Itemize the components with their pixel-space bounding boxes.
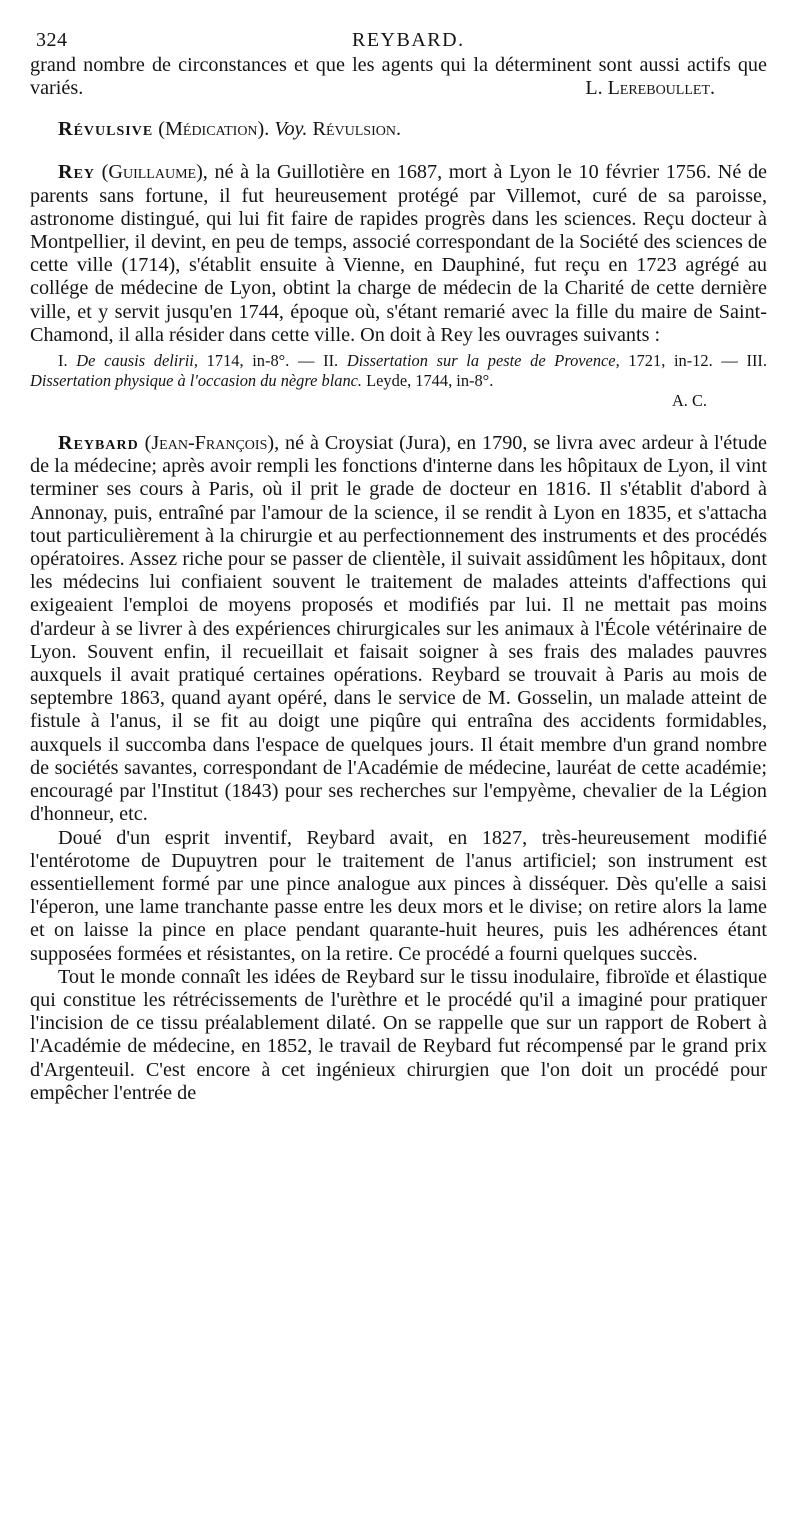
continuation-text: grand nombre de circonstances et que les agents qui la déterminent sont aussi actifs que variés. — [30, 54, 767, 100]
entry-reybard-paragraph-1 — [30, 432, 767, 826]
entry-firstname: (Jean-François) — [144, 432, 275, 455]
entry-headword: Reybard — [58, 432, 139, 455]
entry-reybard-paragraph-3: Tout le monde connaît les idées de Reybard sur le tissu inodulaire, fibroïde et élastique qui constitue les rétrécissements de l'urèthre et le procédé qu'il a imaginé pour pratiquer l'incision de ce tissu préalablement dilaté. On se rappelle que sur un rapport de Robert à l'Académie de médecine, en 1852, le travail de Reybard fut récompensé par le grand prix d'Argenteuil. C'est encore à cet ingénieux chirurgien que l'on doit un procédé pour empêcher l'entrée de — [30, 965, 767, 1104]
continuation-signature: L. Lereboullet. — [585, 77, 715, 100]
page-number: 324 — [36, 29, 68, 51]
entry-reybard-paragraph-2: Doué d'un esprit inventif, Reybard avait, en 1827, très-heureusement modifié l'entérotome de Dupuytren pour le traitement de l'anus artificiel; son instrument est essentiellement formé par une pince analogue aux pinces à disséquer. Dès qu'elle a saisi l'éperon, une lame tranchante passe entre les deux mors et le divise; on retire alors la lame et on laisse la pince en place pendant quarante-huit heures, puis les adhérences étant supposées formées et résistantes, on la retire. Ce procédé a fourni quelques succès. — [30, 826, 767, 965]
entry-body: , né à Croysiat (Jura), en 1790, se livra avec ardeur à l'étude de la médecine; après avoir rempli les fonctions d'interne dans les hôpitaux de Lyon, il vint terminer ses cours à Paris, où il prit le grade de docteur en 1816. Il s'établit d'abord à Annonay, puis, entraîné par l'amour de la science, il se rendit à Lyon en 1835, et s'attacha tout particulièrement à la chirurgie et au perfectionnement des instruments et des procédés opératoires. Assez riche pour se passer de clientèle, il suivait assidûment les hôpitaux, dont les médecins lui confiaient souvent le traitement de malades atteints d'affections qui exigeaient l'emploi de moyens proposés et modifiés par lui. Il ne mettait pas moins d'ardeur à se livrer à des expériences chirurgicales sur les animaux à l'École vétérinaire de Lyon. Souvent enfin, il recueillait et faisait soigner à ses frais des malades pauvres auxquels il avait pratiqué certaines opérations. Reybard se trouvait à Paris au mois de septembre 1863, quand ayant opéré, dans le service de M. Gosselin, un malade atteint de fistule à l'anus, il se fit au doigt une piqûre qui entraîna des accidents formidables, auxquels il succomba dans l'espace de quelques jours. Il était membre d'un grand nombre de sociétés savantes, correspondant de l'Académie de médecine, lauréat de cette académie; encouragé par l'Institut (1843) pour ses recherches sur l'empyème, chevalier de la Légion d'honneur, etc. — [30, 432, 767, 826]
entry-subject: (Médication). — [158, 118, 270, 141]
running-title: REYBARD. — [352, 29, 465, 51]
entry-reybard — [30, 432, 767, 1105]
entry-headword: Rey — [58, 161, 96, 184]
entry-headword: Révulsive — [58, 118, 154, 141]
entry-body: , né à la Guillotière en 1687, mort à Lyon le 10 février 1756. Né de parents sans fortune, il fut heureusement protégé par Villemot, curé de sa paroisse, astronome distingué, qui lui fit faire de rapides progrès dans les sciences. Reçu docteur à Montpellier, il devint, en peu de temps, associé correspondant de la Société des sciences de cette ville (1714), s'établit ensuite à Vienne, en Dauphiné, fut reçu en 1723 agrégé au collége de médecine de Lyon, obtint la charge de médecin de la Charité de cette dernière ville, et y servit jusqu'en 1744, époque où, s'étant remarié avec la fille du maire de Saint-Chamond, il alla résider dans cette ville. On doit à Rey les ouvrages suivants : — [30, 161, 767, 346]
work-item: II. Dissertation sur la peste de Provence, 1721, in-12. — — [323, 351, 738, 371]
work-item: III. Dissertation physique à l'occasion du nègre blanc. Leyde, 1744, in-8°. — [30, 351, 767, 391]
continuation-block — [30, 54, 767, 100]
entry-rey — [30, 161, 767, 411]
dictionary-page — [30, 26, 767, 1105]
see-label: Voy. — [274, 118, 308, 141]
work-item: I. De causis delirii, 1714, in-8°. — — [58, 351, 315, 371]
entry-rey-text — [30, 161, 767, 347]
page-header — [30, 26, 767, 54]
entry-firstname: (Guillaume) — [101, 161, 203, 184]
author-initials: A. C. — [671, 391, 707, 411]
see-target: Révulsion. — [312, 118, 402, 141]
bibliography — [30, 351, 767, 391]
entry-revulsive — [58, 117, 767, 141]
